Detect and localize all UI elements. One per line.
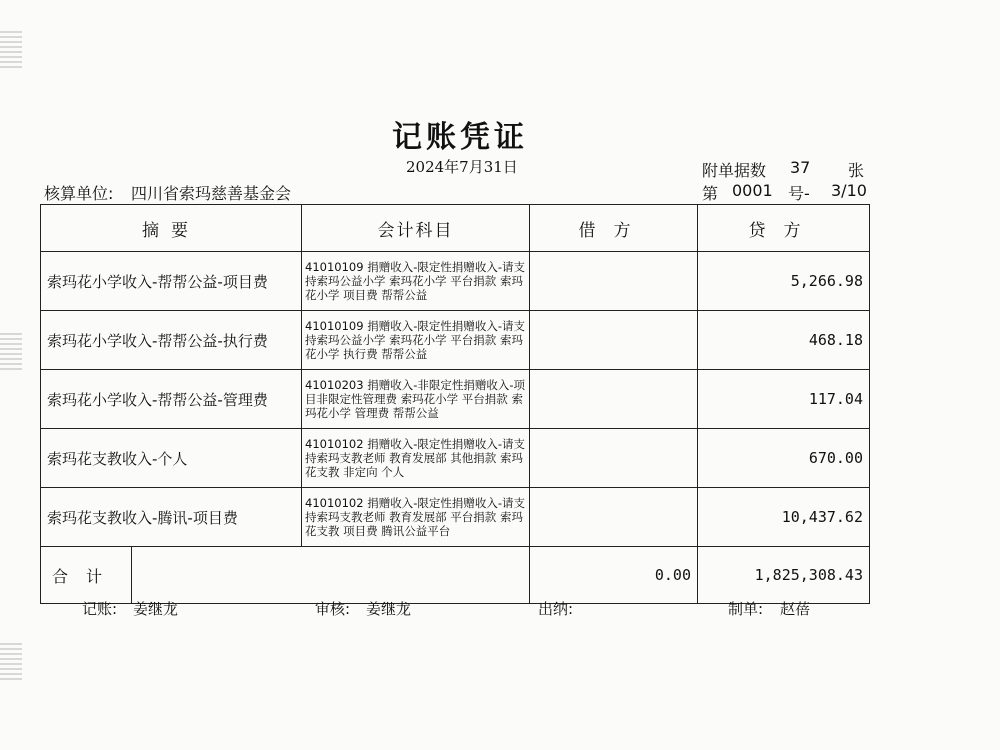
scan-artifact bbox=[0, 28, 22, 68]
voucher-table bbox=[40, 204, 870, 604]
scan-artifact bbox=[0, 640, 22, 680]
table-row bbox=[41, 252, 870, 311]
total-credit: 1,825,308.43 bbox=[698, 547, 870, 604]
total-label-cell bbox=[41, 547, 530, 604]
row-account: 41010109 捐赠收入-限定性捐赠收入-请支持索玛公益小学 索玛花小学 平台捐款 索玛花小学 项目费 帮帮公益 bbox=[302, 252, 530, 311]
bookkeeper-label: 记账: bbox=[82, 600, 118, 618]
row-debit bbox=[530, 429, 698, 488]
attachments-unit: 张 bbox=[848, 161, 865, 180]
attachments-count: 37 bbox=[790, 158, 811, 177]
row-summary: 索玛花小学收入-帮帮公益-执行费 bbox=[41, 311, 302, 370]
row-credit: 117.04 bbox=[698, 370, 870, 429]
row-account: 41010203 捐赠收入-非限定性捐赠收入-项目非限定性管理费 索玛花小学 平台捐款 索玛花小学 管理费 帮帮公益 bbox=[302, 370, 530, 429]
row-debit bbox=[530, 252, 698, 311]
scan-artifact bbox=[0, 330, 22, 370]
cashier-label: 出纳: bbox=[538, 600, 574, 618]
preparer-name: 赵蓓 bbox=[780, 600, 811, 618]
row-account: 41010102 捐赠收入-限定性捐赠收入-请支持索玛支教老师 教育发展部 平台捐款 索玛花支教 项目费 腾讯公益平台 bbox=[302, 488, 530, 547]
row-debit bbox=[530, 488, 698, 547]
row-credit: 10,437.62 bbox=[698, 488, 870, 547]
row-summary: 索玛花小学收入-帮帮公益-项目费 bbox=[41, 252, 302, 311]
reviewer-label: 审核: bbox=[315, 600, 351, 618]
reviewer-name: 姜继龙 bbox=[366, 600, 412, 618]
voucher-number-prefix: 第 bbox=[702, 184, 719, 203]
voucher-number: 0001 bbox=[732, 181, 773, 200]
row-debit bbox=[530, 370, 698, 429]
row-summary: 索玛花小学收入-帮帮公益-管理费 bbox=[41, 370, 302, 429]
preparer-label: 制单: bbox=[728, 600, 764, 618]
total-blank bbox=[132, 547, 529, 603]
total-debit: 0.00 bbox=[530, 547, 698, 604]
row-credit: 670.00 bbox=[698, 429, 870, 488]
voucher-date: 2024年7月31日 bbox=[406, 158, 518, 176]
attachments-label: 附单据数 bbox=[702, 161, 767, 180]
row-account: 41010102 捐赠收入-限定性捐赠收入-请支持索玛支教老师 教育发展部 其他捐款 索玛花支教 非定向 个人 bbox=[302, 429, 530, 488]
bookkeeper-name: 姜继龙 bbox=[133, 600, 179, 618]
header-summary: 摘要 bbox=[41, 205, 302, 252]
table-row bbox=[41, 488, 870, 547]
header-debit: 借方 bbox=[530, 205, 698, 252]
header-account: 会计科目 bbox=[302, 205, 530, 252]
total-label: 合计 bbox=[41, 547, 132, 603]
voucher-title: 记账凭证 bbox=[392, 120, 528, 155]
row-debit bbox=[530, 311, 698, 370]
voucher-page: 3/10 bbox=[831, 181, 867, 200]
table-row bbox=[41, 311, 870, 370]
total-row bbox=[41, 547, 870, 604]
table-row bbox=[41, 370, 870, 429]
entity-name: 四川省索玛慈善基金会 bbox=[131, 184, 292, 203]
table-header-row bbox=[41, 205, 870, 252]
row-summary: 索玛花支教收入-个人 bbox=[41, 429, 302, 488]
row-credit: 5,266.98 bbox=[698, 252, 870, 311]
row-credit: 468.18 bbox=[698, 311, 870, 370]
row-summary: 索玛花支教收入-腾讯-项目费 bbox=[41, 488, 302, 547]
entity-label: 核算单位: bbox=[44, 184, 114, 203]
table-row bbox=[41, 429, 870, 488]
voucher-number-suffix: 号- bbox=[788, 184, 810, 203]
header-credit: 贷方 bbox=[698, 205, 870, 252]
row-account: 41010109 捐赠收入-限定性捐赠收入-请支持索玛公益小学 索玛花小学 平台捐款 索玛花小学 执行费 帮帮公益 bbox=[302, 311, 530, 370]
